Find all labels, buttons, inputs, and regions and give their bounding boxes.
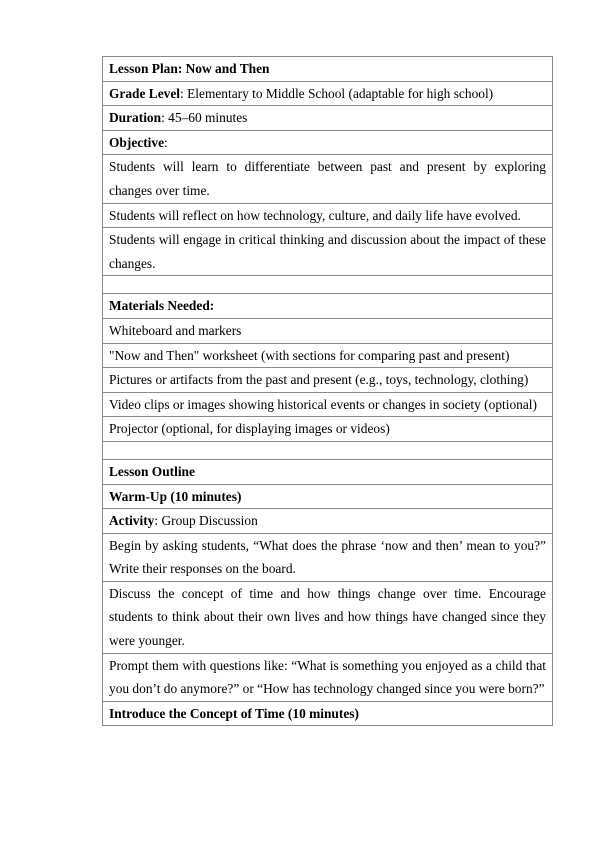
table-row xyxy=(103,581,553,653)
grade-level-value: : Elementary to Middle School (adaptable for high school) xyxy=(180,85,494,101)
table-row xyxy=(103,533,553,581)
table-row xyxy=(103,81,553,106)
material-item: Projector (optional, for displaying images or videos) xyxy=(103,417,553,442)
table-row xyxy=(103,484,553,509)
table-row xyxy=(103,701,553,726)
lesson-outline-heading: Lesson Outline xyxy=(109,463,195,479)
table-row xyxy=(103,459,553,484)
lesson-plan-title: Lesson Plan: Now and Then xyxy=(109,61,270,76)
table-row xyxy=(103,203,553,228)
table-row xyxy=(103,276,553,294)
activity-value: : Group Discussion xyxy=(154,513,258,529)
table-row xyxy=(103,368,553,393)
table-row xyxy=(103,392,553,417)
table-row xyxy=(103,106,553,131)
duration-value: : 45–60 minutes xyxy=(161,110,248,126)
objective-item: Students will reflect on how technology, culture, and daily life have evolved. xyxy=(103,203,553,228)
objective-colon: : xyxy=(164,134,168,150)
table-row xyxy=(103,318,553,343)
spacer-row xyxy=(103,276,553,294)
lesson-plan-table xyxy=(102,56,553,726)
table-row xyxy=(103,155,553,203)
material-item: Whiteboard and markers xyxy=(103,318,553,343)
objective-label: Objective xyxy=(109,134,165,150)
outline-step: Prompt them with questions like: “What is something you enjoyed as a child that you don’t do anymore?” or “How has technology changed since you were born?” xyxy=(103,653,553,701)
objective-item: Students will learn to differentiate between past and present by exploring changes over time. xyxy=(103,155,553,203)
outline-step: Begin by asking students, “What does the phrase ‘now and then’ mean to you?” Write their responses on the board. xyxy=(103,533,553,581)
outline-step: Discuss the concept of time and how things change over time. Encourage students to think about their own lives and how things have changed since they were younger. xyxy=(103,581,553,653)
material-item: "Now and Then" worksheet (with sections for comparing past and present) xyxy=(103,343,553,368)
table-row xyxy=(103,509,553,534)
warmup-heading: Warm-Up (10 minutes) xyxy=(109,488,242,504)
table-row xyxy=(103,417,553,442)
material-item: Video clips or images showing historical events or changes in society (optional) xyxy=(103,392,553,417)
spacer-row xyxy=(103,441,553,459)
table-row xyxy=(103,57,553,82)
table-row xyxy=(103,228,553,276)
materials-heading: Materials Needed: xyxy=(109,298,215,314)
table-row xyxy=(103,653,553,701)
objective-item: Students will engage in critical thinking and discussion about the impact of these changes. xyxy=(103,228,553,276)
introduce-time-heading: Introduce the Concept of Time (10 minutes) xyxy=(109,705,359,721)
material-item: Pictures or artifacts from the past and present (e.g., toys, technology, clothing) xyxy=(103,368,553,393)
table-row xyxy=(103,441,553,459)
table-row xyxy=(103,343,553,368)
table-row xyxy=(103,294,553,319)
duration-label: Duration xyxy=(109,110,162,126)
activity-label: Activity xyxy=(109,513,155,529)
grade-level-label: Grade Level xyxy=(109,85,181,101)
table-row xyxy=(103,130,553,155)
